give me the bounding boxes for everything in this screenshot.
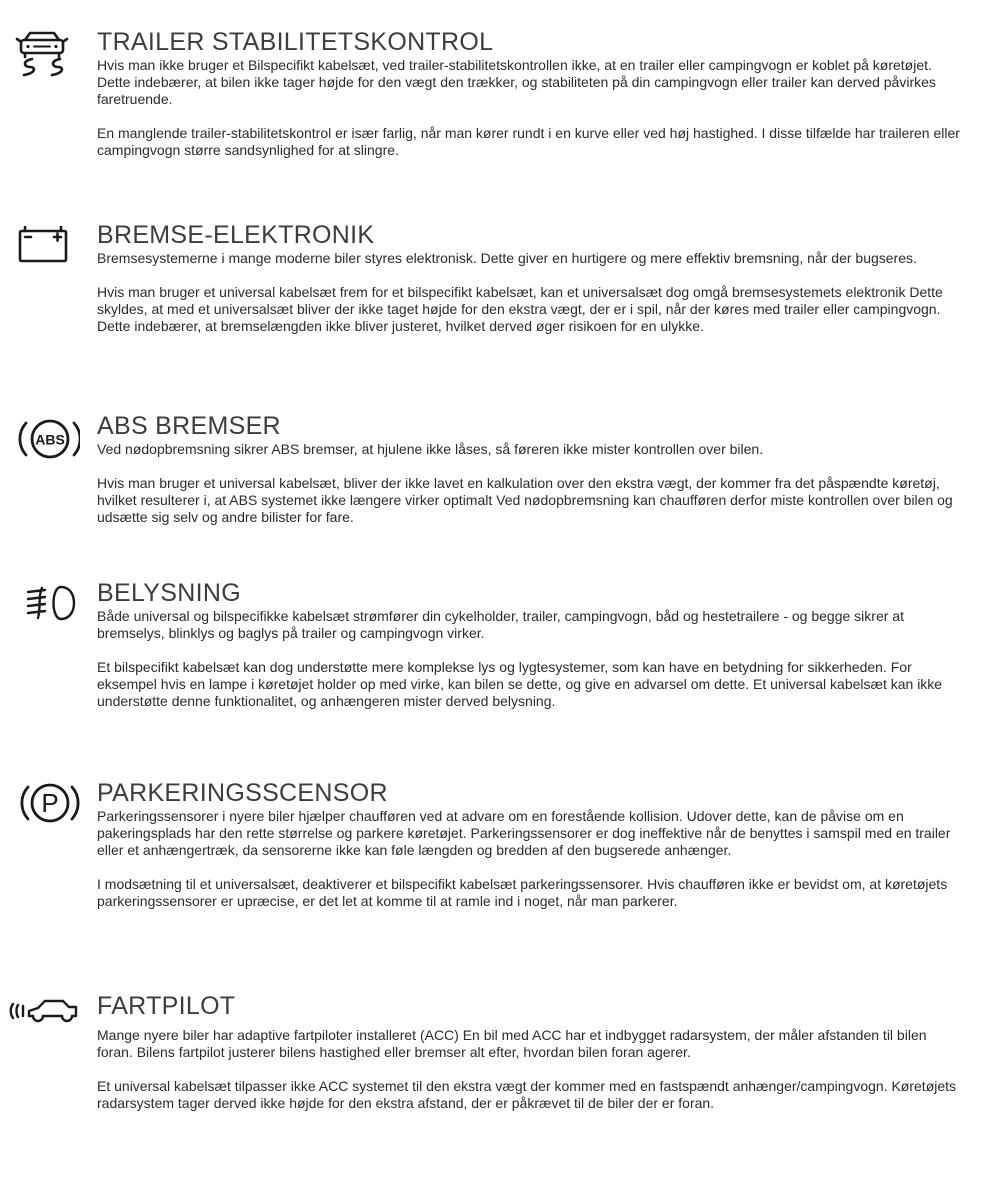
section-paragraph: Både universal og bilspecifikke kabelsæt strømfører din cykelholder, trailer, campingvogn, båd og hestetrailere - og begge sikrer at bremselys, blinklys og baglys på trailer og campingvogn virker. [97, 608, 904, 641]
section-paragraph: Et bilspecifikt kabelsæt kan dog understøtte mere komplekse lys og lygtesystemer, som kan have en betydning for sikkerheden. For eksempel hvis en lampe i køretøjet holder op med virke, kan bilen se dette, og give en advarsel om dette. Et universal kabelsæt kan ikke understøtte denne funktionalitet, og anhængeren mister derved belysning. [97, 659, 943, 709]
abs-icon-label: ABS [35, 431, 65, 448]
adaptive-cruise-icon [4, 993, 76, 1049]
section-paragraph: I modsætning til et universalsæt, deaktiverer et bilspecifikt kabelsæt parkeringssensorer. Hvis chaufføren ikke er bevidst om, at køretøjets parkeringssensorer er upræcise, er det let at komme til at ramle ind i noget, når man parkerer. [97, 876, 948, 909]
trailer-stability-icon [8, 29, 80, 85]
section-heading: BELYSNING [97, 579, 241, 607]
section-content [97, 991, 965, 1129]
parking-icon-label: P [41, 788, 59, 818]
section-heading: TRAILER STABILITETSKONTROL [97, 28, 494, 56]
section-paragraph: Hvis man ikke bruger et Bilspecifikt kabelsæt, ved trailer-stabilitetskontrollen ikke, at en trailer eller campingvogn er koblet på køretøjet. Dette indebærer, at bilen ikke tager højde for den vægt den trækker, og stabiliteten på din campingvogn eller trailer kan derved påvirkes faretruende. [97, 57, 936, 107]
fog-light-icon [8, 578, 80, 634]
section-heading: FARTPILOT [97, 992, 236, 1020]
abs-icon [8, 412, 80, 468]
section-paragraph: En manglende trailer-stabilitetskontrol er især farlig, når man kører rundt i en kurve eller ved høj hastighed. I disse tilfælde har traileren eller campingvogn større sandsynlighed for at slingre. [97, 125, 960, 158]
section-paragraph: Et universal kabelsæt tilpasser ikke ACC systemet til den ekstra vægt der kommer med en fastspændt anhænger/campingvogn. Køretøjets radarsystem tager derved ikke højde for den ekstra afstand, der er påkrævet til de biler der er foran. [97, 1078, 957, 1111]
section-content [97, 578, 965, 727]
section-heading: PARKERINGSSCENSOR [97, 779, 388, 807]
section-content [97, 778, 965, 927]
section-paragraph: Bremsesystemerne i mange moderne biler styres elektronisk. Dette giver en hurtigere og mere effektiv bremsning, når der bugseres. [97, 250, 917, 266]
section-heading: BREMSE-ELEKTRONIK [97, 221, 375, 249]
parking-icon [8, 778, 80, 834]
section-paragraph: Parkeringssensorer i nyere biler hjælper chaufføren ved at advare om en forestående kollision. Udover dette, kan de påvise om en pakeringsplads har den rette størrelse og parkere køretøjet. Parkeringssensorer er dog ineffektive når de benyttes i samspil med en trailer eller et anhængertræk, da sensorerne ikke kan føle længden og bredden af den bugserede anhænger. [97, 808, 951, 858]
battery-icon [8, 222, 80, 278]
section-paragraph: Hvis man bruger et universal kabelsæt, bliver der ikke lavet en kalkulation over den ekstra vægt, der kommer fra det påspændte køretøj, hvilket resulterer i, at ABS systemet ikke længere virker optimalt Ved nødopbremsning kan chaufføren derfor miste kontrollen over bilen og udsætte sig selv og andre bilister for fare. [97, 475, 953, 525]
section-content [97, 27, 965, 176]
section-paragraph: Hvis man bruger et universal kabelsæt frem for et bilspecifikt kabelsæt, kan et universalsæt dog omgå bremsesystemets elektronik Dette skyldes, at med et universalsæt bliver der ikke taget højde for den ekstra vægt, der er i spil, når der køres med trailer eller campingvogn. Dette indebærer, at bremselængden ikke bliver justeret, hvilket derved øger risikoen for en ulykke. [97, 284, 943, 334]
section-paragraph: Ved nødopbremsning sikrer ABS bremser, at hjulene ikke låses, så føreren ikke mister kontrollen over bilen. [97, 441, 764, 457]
section-paragraph: Mange nyere biler har adaptive fartpiloter installeret (ACC) En bil med ACC har et indbygget radarsystem, der måler afstanden til bilen foran. Bilens fartpilot justerer bilens hastighed eller bremser alt efter, hvordan bilen foran agerer. [97, 1027, 927, 1060]
section-content [97, 220, 965, 352]
section-content [97, 411, 965, 543]
section-heading: ABS BREMSER [97, 412, 281, 440]
